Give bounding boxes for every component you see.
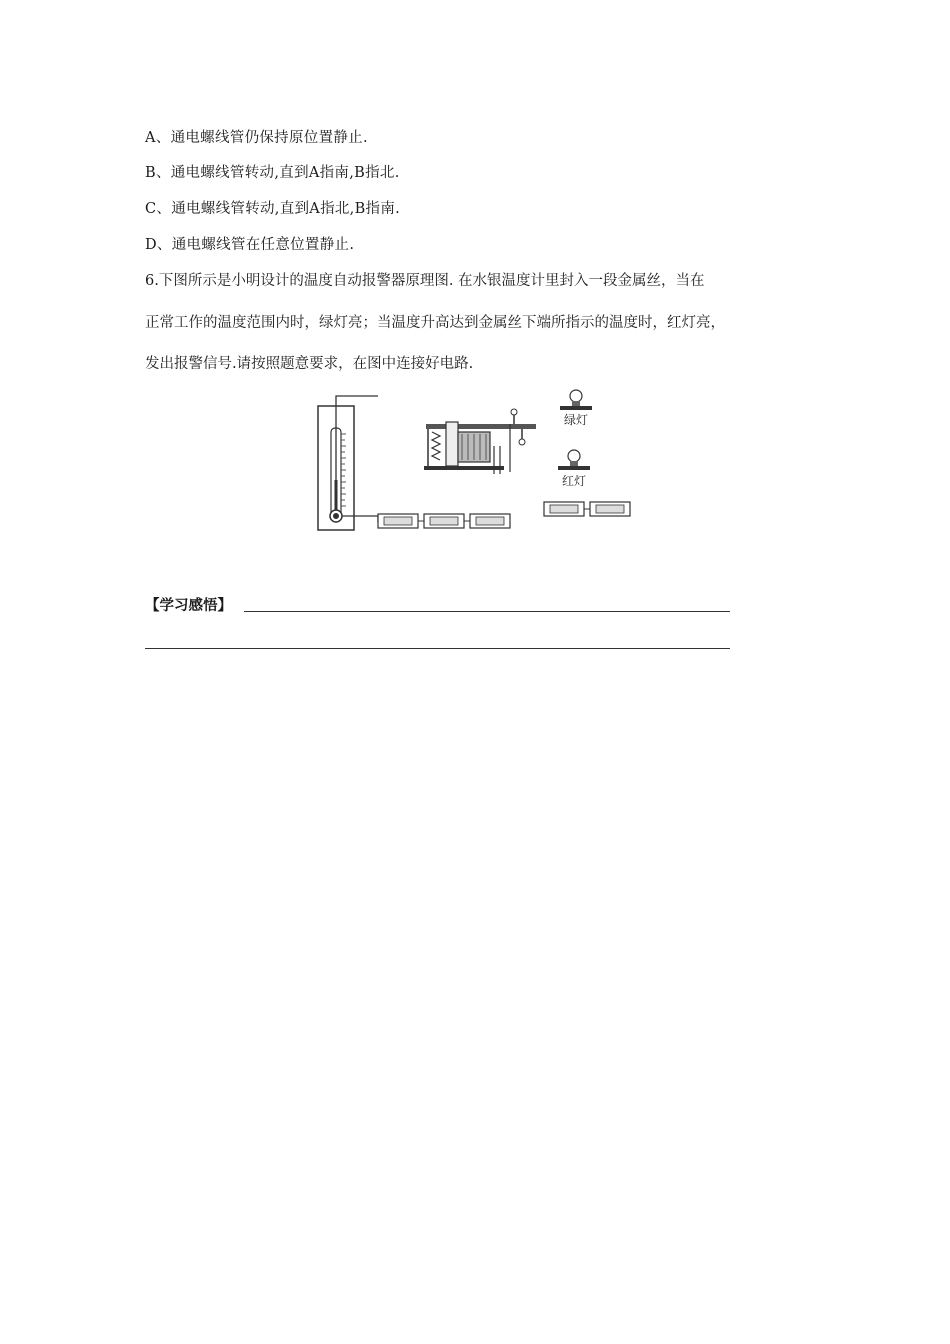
- question6-line3: 发出报警信号.请按照题意要求，在图中连接好电路.: [145, 356, 474, 372]
- option-a: A、通电螺线管仍保持原位置静止.: [145, 130, 368, 146]
- question6-line1: 6.下图所示是小明设计的温度自动报警器原理图. 在水银温度计里封入一段金属丝，当在: [145, 273, 705, 289]
- option-d: D、通电螺线管在任意位置静止.: [145, 237, 355, 253]
- green-lamp-label: 绿灯: [563, 413, 589, 427]
- option-c: C、通电螺线管转动,直到A指北,B指南.: [145, 201, 401, 217]
- thermometer: [318, 396, 378, 530]
- red-lamp: [558, 450, 590, 488]
- option-b: B、通电螺线管转动,直到A指南,B指北.: [145, 165, 400, 181]
- battery-group-2: [544, 502, 630, 516]
- alarm-circuit-figure: [316, 384, 636, 544]
- red-lamp-label: 红灯: [561, 474, 587, 488]
- reflection-label: 【学习感悟】: [145, 598, 232, 614]
- green-lamp: [560, 390, 592, 427]
- battery-group-1: [378, 514, 510, 528]
- question6-line2: 正常工作的温度范围内时，绿灯亮；当温度升高达到金属丝下端所指示的温度时，红灯亮，: [145, 315, 725, 331]
- alarm-circuit-diagram: [316, 384, 636, 544]
- reflection-answer-line-2: [145, 648, 730, 649]
- electromagnetic-relay: [424, 409, 536, 474]
- reflection-answer-line-1: [244, 611, 730, 612]
